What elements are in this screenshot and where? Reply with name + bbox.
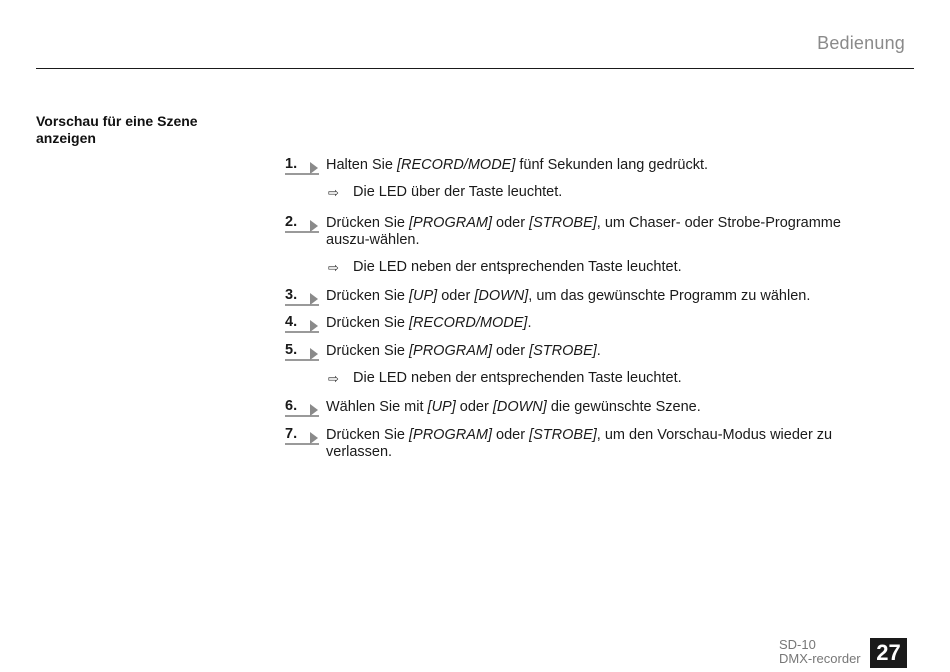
step-arrow-icon bbox=[310, 162, 318, 174]
step-text: Drücken Sie [PROGRAM] oder [STROBE], um den Vorschau-Modus wieder zu verlassen. bbox=[326, 427, 833, 460]
section-title: Bedienung bbox=[817, 33, 905, 53]
result-text: Die LED über der Taste leuchtet. bbox=[353, 184, 563, 200]
result-arrow-icon: ⇨ bbox=[328, 372, 339, 387]
result-text: Die LED neben der entsprechenden Taste leuchtet. bbox=[353, 370, 682, 386]
step-number: 3. bbox=[285, 288, 319, 306]
result-arrow-icon: ⇨ bbox=[328, 186, 339, 201]
result-arrow-icon: ⇨ bbox=[328, 261, 339, 276]
step-arrow-icon bbox=[310, 320, 318, 332]
step-text: Drücken Sie [PROGRAM] oder [STROBE]. bbox=[326, 343, 601, 359]
footer-model bbox=[779, 638, 861, 666]
footer-model-name: SD-10 bbox=[779, 637, 816, 652]
step-arrow-icon bbox=[310, 432, 318, 444]
step-number: 7. bbox=[285, 427, 319, 445]
step-arrow-icon bbox=[310, 348, 318, 360]
step-text: Wählen Sie mit [UP] oder [DOWN] die gewünschte Szene. bbox=[326, 399, 701, 415]
step-number: 1. bbox=[285, 157, 319, 175]
step-text: Drücken Sie [RECORD/MODE]. bbox=[326, 315, 532, 331]
step-text: Drücken Sie [PROGRAM] oder [STROBE], um Chaser- oder Strobe-Programme auszu-wählen. bbox=[326, 215, 841, 248]
step-number: 5. bbox=[285, 343, 319, 361]
step-number: 6. bbox=[285, 399, 319, 417]
step-text: Drücken Sie [UP] oder [DOWN], um das gewünschte Programm zu wählen. bbox=[326, 288, 811, 304]
page-number: 27 bbox=[870, 638, 907, 668]
result-text: Die LED neben der entsprechenden Taste leuchtet. bbox=[353, 259, 682, 275]
step-arrow-icon bbox=[310, 220, 318, 232]
side-heading: Vorschau für eine Szene anzeigen bbox=[36, 113, 198, 146]
step-arrow-icon bbox=[310, 404, 318, 416]
step-arrow-icon bbox=[310, 293, 318, 305]
footer-product-name: DMX-recorder bbox=[779, 651, 861, 666]
step-number: 4. bbox=[285, 315, 319, 333]
step-number: 2. bbox=[285, 215, 319, 233]
step-text: Halten Sie [RECORD/MODE] fünf Sekunden lang gedrückt. bbox=[326, 157, 709, 173]
